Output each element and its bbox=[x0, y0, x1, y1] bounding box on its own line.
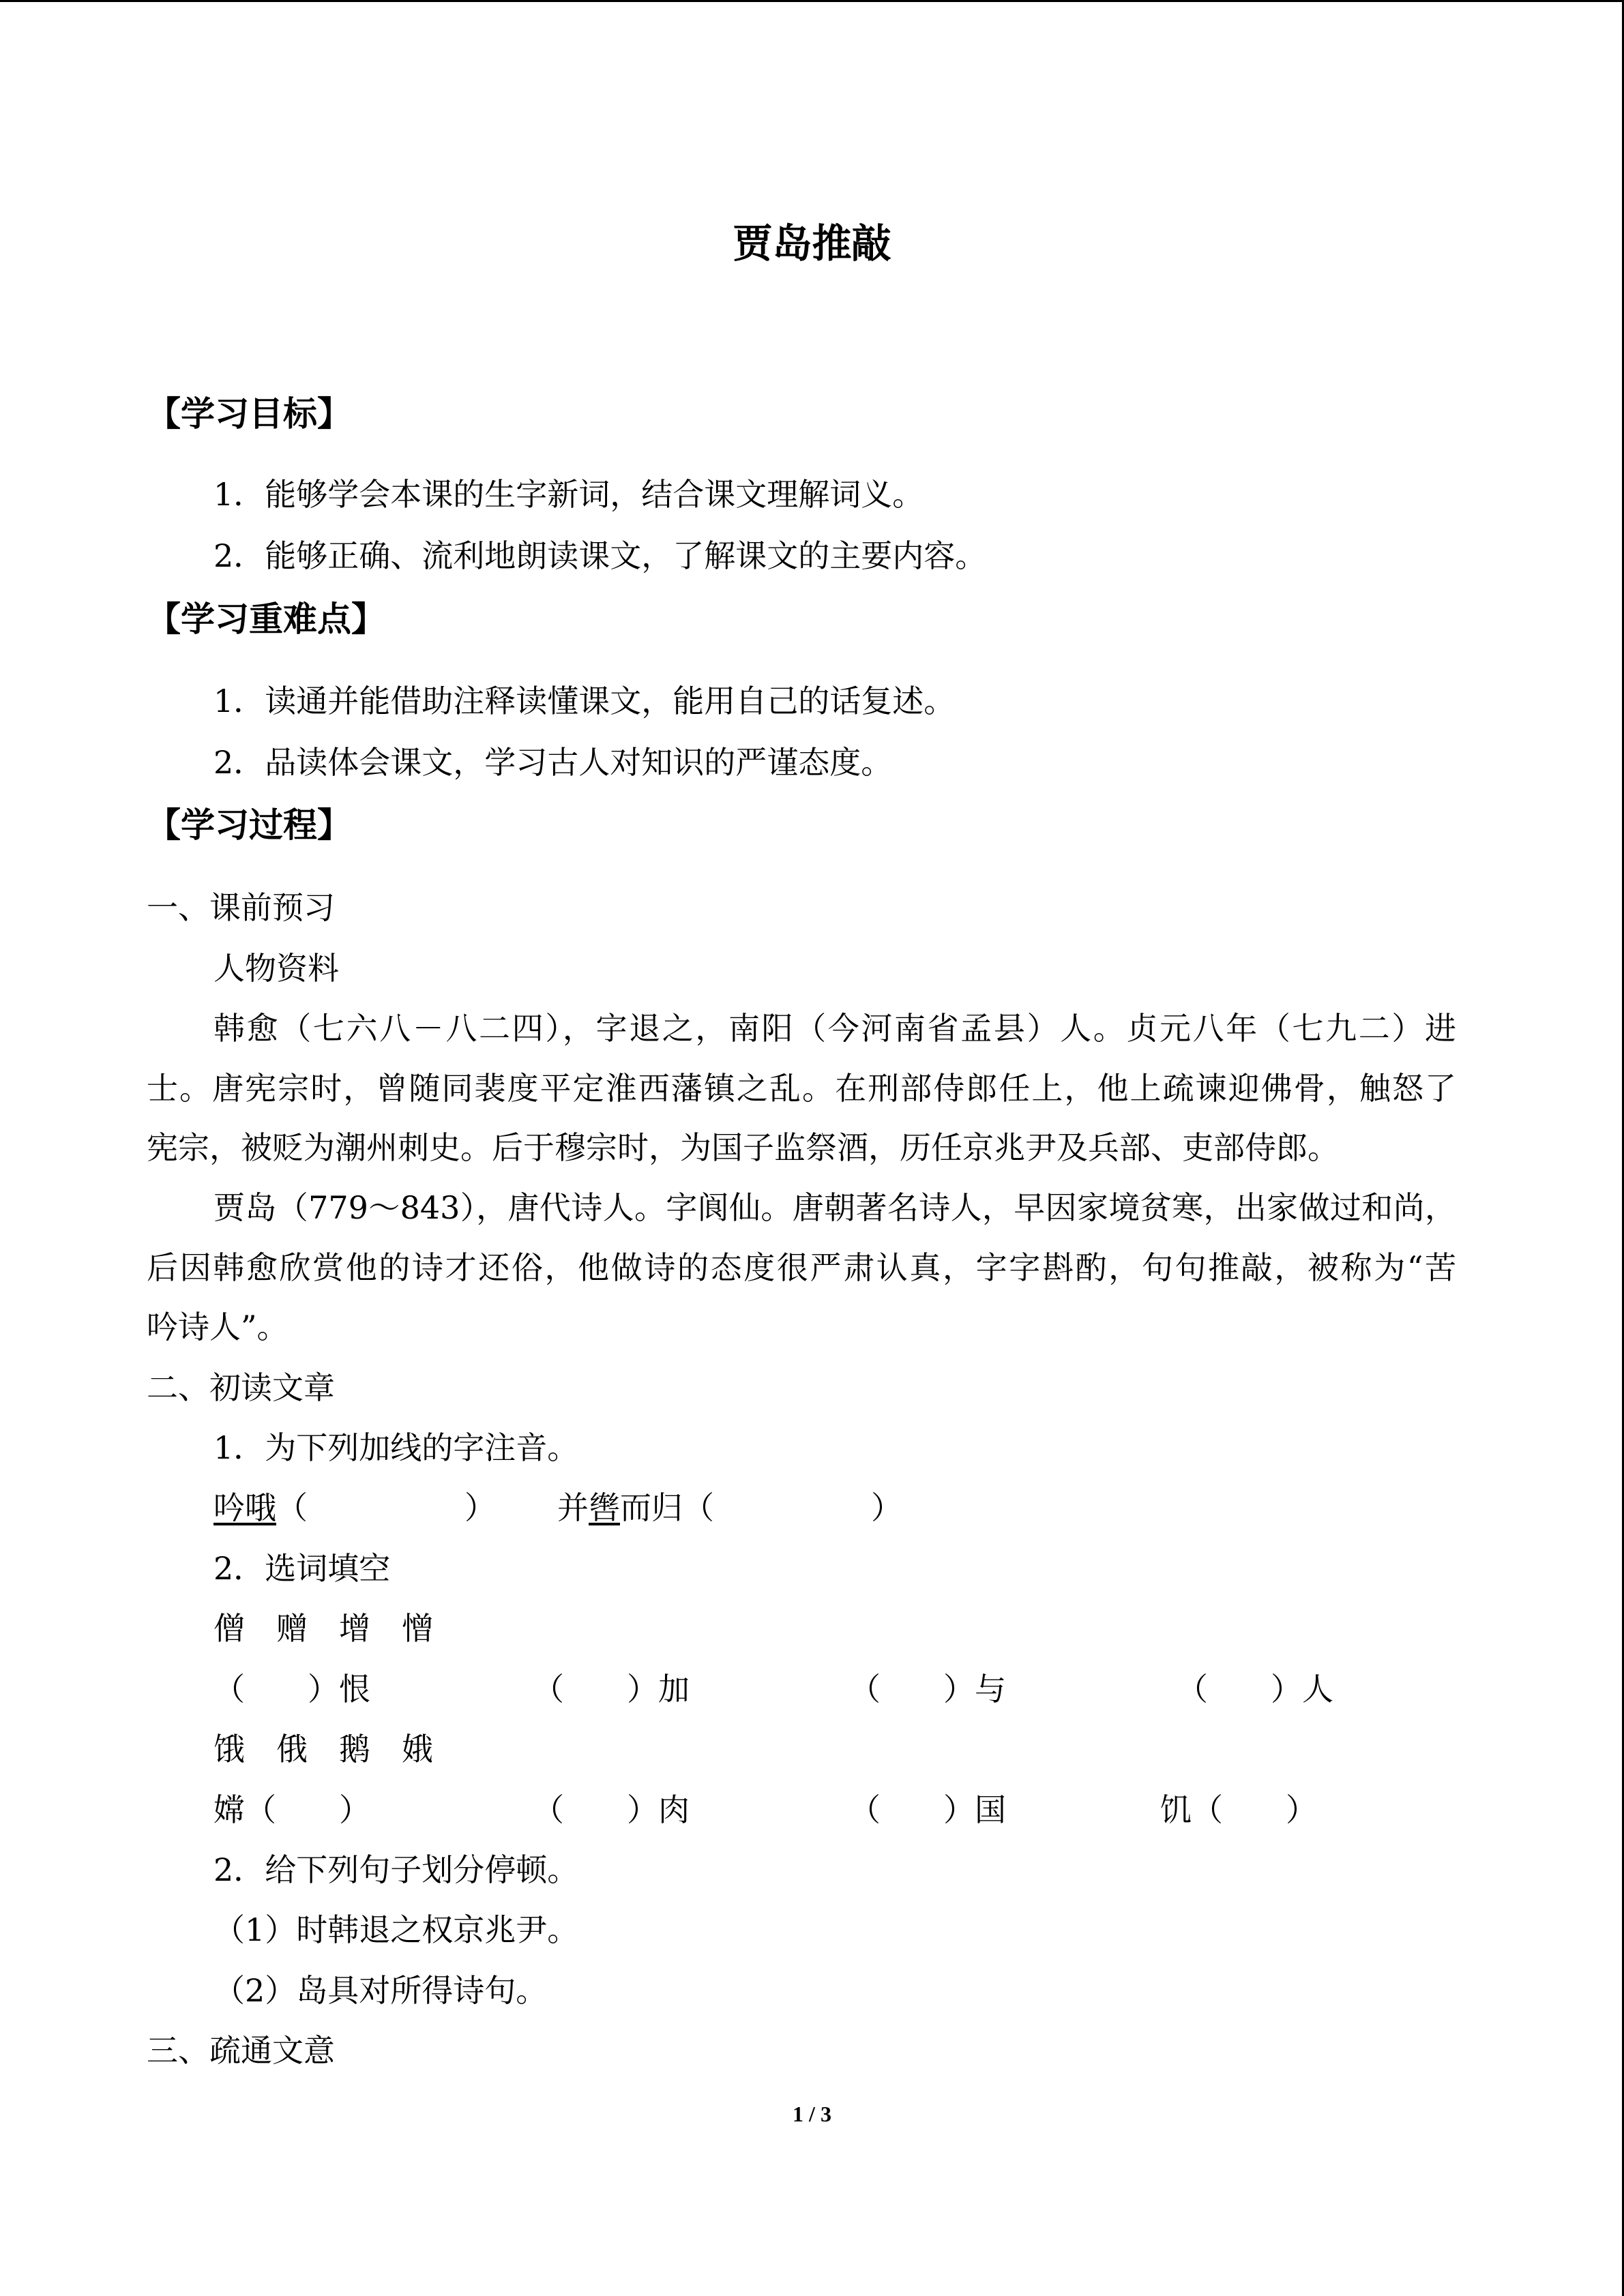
top-border bbox=[0, 0, 1624, 2]
page-title: 贾岛推敲 bbox=[733, 220, 891, 267]
han-yu-paragraph-line: 宪宗，被贬为潮州刺史。后于穆宗时，为国子监祭酒，历任京兆尹及兵部、吏部侍郎。 bbox=[147, 1129, 1339, 1166]
underlined-char: 辔 bbox=[589, 1489, 620, 1526]
part3-heading: 三、疏通文意 bbox=[147, 2032, 335, 2069]
question-pinyin: 1．为下列加线的字注音。 bbox=[213, 1429, 579, 1466]
question-pause: 2．给下列句子划分停顿。 bbox=[213, 1851, 579, 1888]
han-yu-paragraph-line: 韩愈（七六八－八二四），字退之，南阳（今河南省孟县）人。贞元八年（七九二）进 bbox=[213, 1010, 1456, 1047]
fill-blank: （ ）国 bbox=[849, 1791, 1006, 1828]
underlined-word: 吟哦 bbox=[213, 1489, 276, 1526]
sentence-item: （2）岛具对所得诗句。 bbox=[213, 1972, 548, 2009]
pinyin-item-2: 并辔而归（ ） bbox=[557, 1489, 902, 1526]
question-fill-words: 2．选词填空 bbox=[213, 1550, 391, 1587]
difficulty-item: 2．品读体会课文，学习古人对知识的严谨态度。 bbox=[213, 744, 893, 781]
part1-heading: 一、课前预习 bbox=[147, 889, 335, 926]
part1-subheading: 人物资料 bbox=[213, 950, 339, 987]
goal-item: 2．能够正确、流利地朗读课文，了解课文的主要内容。 bbox=[213, 537, 987, 574]
han-yu-paragraph-line: 士。唐宪宗时，曾随同裴度平定淮西藩镇之乱。在刑部侍郎任上，他上疏谏迎佛骨，触怒了 bbox=[147, 1070, 1456, 1107]
jia-dao-paragraph-line: 后因韩愈欣赏他的诗才还俗，他做诗的态度很严肃认真，字字斟酌，句句推敲，被称为“苦 bbox=[147, 1249, 1456, 1286]
pinyin-blank: （ ） bbox=[276, 1489, 496, 1526]
char-group-1: 僧 赠 增 憎 bbox=[213, 1610, 433, 1647]
fill-blank: （ ）肉 bbox=[533, 1791, 690, 1828]
fill-blank: （ ）恨 bbox=[213, 1671, 370, 1708]
fill-blank: 嫦（ ） bbox=[213, 1791, 370, 1828]
fill-blank: （ ）与 bbox=[849, 1671, 1006, 1708]
goal-item: 1．能够学会本课的生字新词，结合课文理解词义。 bbox=[213, 476, 924, 513]
page-number: 1 / 3 bbox=[793, 2102, 831, 2126]
fill-blank: （ ）人 bbox=[1177, 1671, 1333, 1708]
fill-blank: 饥（ ） bbox=[1160, 1791, 1317, 1828]
sentence-item: （1）时韩退之权京兆尹。 bbox=[213, 1911, 579, 1948]
jia-dao-paragraph-line: 贾岛（779～843），唐代诗人。字阆仙。唐朝著名诗人，早因家境贫寒，出家做过和尚， bbox=[213, 1189, 1456, 1226]
section-heading-process: 【学习过程】 bbox=[147, 805, 351, 845]
pinyin-blank: 而归（ ） bbox=[620, 1489, 902, 1526]
char-group-2: 饿 俄 鹅 娥 bbox=[213, 1731, 433, 1768]
section-heading-goals: 【学习目标】 bbox=[147, 394, 351, 434]
section-heading-difficulties: 【学习重难点】 bbox=[147, 599, 385, 639]
fill-blank: （ ）加 bbox=[533, 1671, 690, 1708]
difficulty-item: 1．读通并能借助注释读懂课文，能用自己的话复述。 bbox=[213, 683, 956, 719]
pinyin-item-1 bbox=[213, 1487, 496, 1528]
part2-heading: 二、初读文章 bbox=[147, 1369, 335, 1406]
jia-dao-paragraph-line: 吟诗人”。 bbox=[147, 1309, 289, 1345]
